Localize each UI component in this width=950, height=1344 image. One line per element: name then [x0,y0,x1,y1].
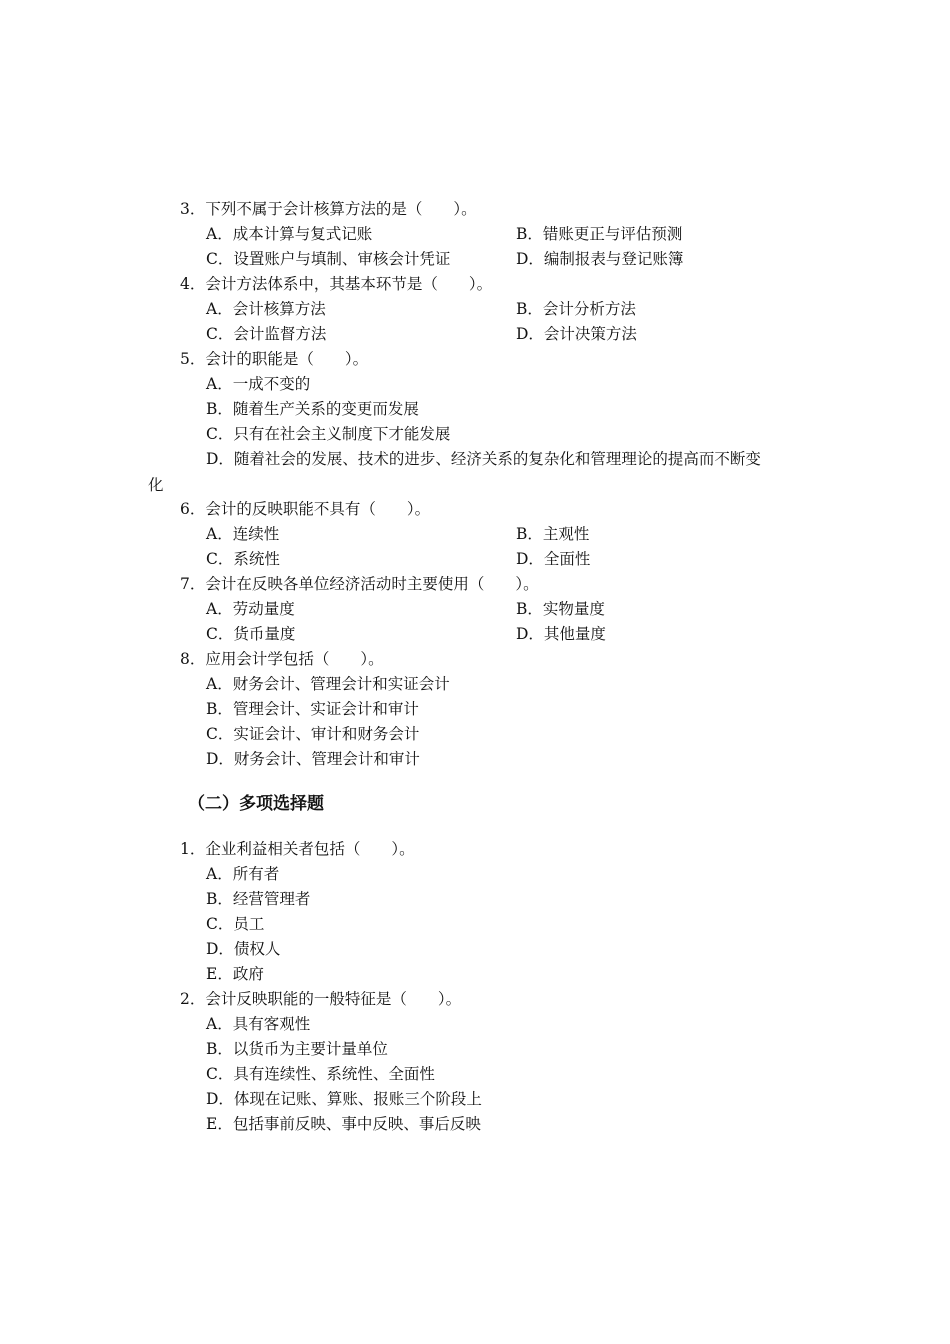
option-a: A．会计核算方法 [206,300,326,318]
option-d: D．其他量度 [516,625,606,643]
option-c: C．实证会计、审计和财务会计 [206,725,420,743]
option-b: B．经营管理者 [206,890,311,908]
option-c: C．系统性 [206,550,280,568]
option-b: B．随着生产关系的变更而发展 [206,400,419,418]
option-a: A．成本计算与复式记账 [206,225,373,243]
question-5: 5．会计的职能是（ ）。 [180,350,369,368]
option-d: D．债权人 [206,940,281,958]
option-b: B．会计分析方法 [516,300,636,318]
mc-question-1: 1．企业利益相关者包括（ ）。 [180,840,415,858]
option-e: E．政府 [206,965,264,983]
option-c: C．具有连续性、系统性、全面性 [206,1065,435,1083]
option-a: A．劳动量度 [206,600,295,618]
option-d: D．财务会计、管理会计和审计 [206,750,420,768]
option-c: C．货币量度 [206,625,296,643]
option-d: D．编制报表与登记账簿 [516,250,684,268]
option-c: C．员工 [206,915,265,933]
option-c: C．会计监督方法 [206,325,327,343]
question-4: 4．会计方法体系中，其基本环节是（ ）。 [180,275,493,293]
mc-question-2: 2．会计反映职能的一般特征是（ ）。 [180,990,462,1008]
option-a: A．一成不变的 [206,375,311,393]
option-b: B．主观性 [516,525,590,543]
option-b: B．管理会计、实证会计和审计 [206,700,419,718]
question-7: 7．会计在反映各单位经济活动时主要使用（ ）。 [180,575,539,593]
question-8: 8．应用会计学包括（ ）。 [180,650,384,668]
option-b: B．实物量度 [516,600,605,618]
option-d-wrap: 化 [148,476,164,494]
option-d: D．体现在记账、算账、报账三个阶段上 [206,1090,482,1108]
option-a: A．财务会计、管理会计和实证会计 [206,675,450,693]
option-d: D．随着社会的发展、技术的进步、经济关系的复杂化和管理理论的提高而不断变 [206,450,761,468]
option-a: A．所有者 [206,865,280,883]
option-c: C．只有在社会主义制度下才能发展 [206,425,451,443]
section-heading: （二）多项选择题 [188,794,324,814]
option-d: D．全面性 [516,550,591,568]
question-3: 3．下列不属于会计核算方法的是（ ）。 [180,200,477,218]
option-e: E．包括事前反映、事中反映、事后反映 [206,1115,481,1133]
question-6: 6．会计的反映职能不具有（ ）。 [180,500,431,518]
option-b: B．以货币为主要计量单位 [206,1040,388,1058]
option-b: B．错账更正与评估预测 [516,225,683,243]
option-d: D．会计决策方法 [516,325,637,343]
option-a: A．具有客观性 [206,1015,311,1033]
option-c: C．设置账户与填制、审核会计凭证 [206,250,451,268]
option-a: A．连续性 [206,525,280,543]
